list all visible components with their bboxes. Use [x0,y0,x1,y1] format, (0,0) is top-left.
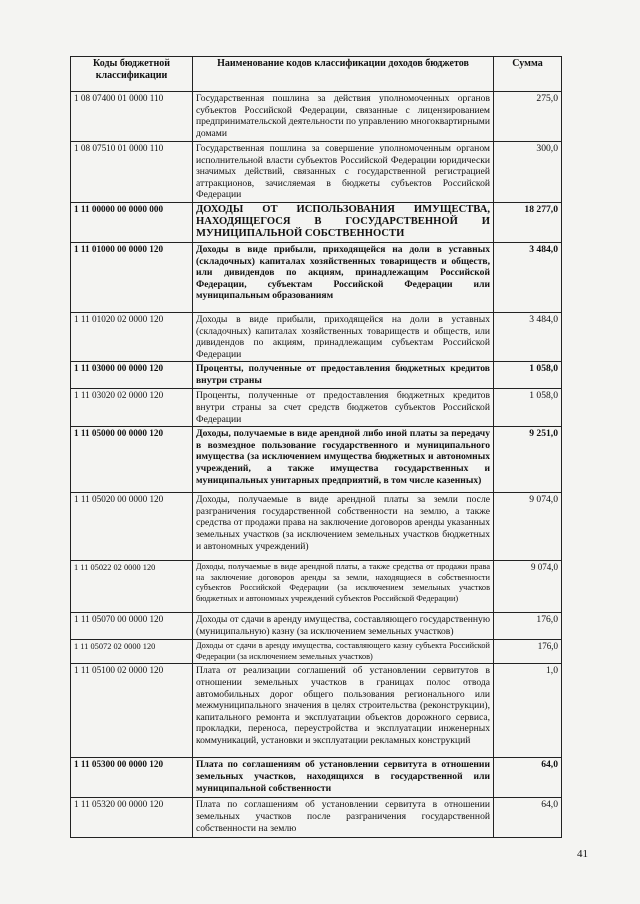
row-name: Доходы в виде прибыли, приходящейся на доли в уставных (складочных) капиталах хозяйственных товариществ и обществ, или дивидендов по акциям, принадлежащим субъектам Российской Федерации [193,312,494,361]
row-code: 1 11 01000 00 0000 120 [71,242,193,312]
row-name: Плата от реализации соглашений об установлении сервитутов в отношении земельных участков в границах полос отвода автомобильных дорог общего пользования регионального или межмуниципального значения в целях строительства (реконструкции), капитального ремонта и эксплуатации объектов дорожного сервиса, прокладки, переноса, переустройства и эксплуатации инженерных коммуникаций, установки и эксплуатации рекламных конструкций [193,664,494,758]
table-row [71,312,562,361]
table-row [71,493,562,561]
row-amount: 3 484,0 [494,312,562,361]
row-amount: 176,0 [494,613,562,640]
table-row [71,640,562,664]
row-amount: 3 484,0 [494,242,562,312]
row-code: 1 11 05070 00 0000 120 [71,613,193,640]
row-code: 1 11 05000 00 0000 120 [71,427,193,493]
row-code: 1 11 05072 02 0000 120 [71,640,193,664]
row-amount: 176,0 [494,640,562,664]
row-name: Доходы от сдачи в аренду имущества, составляющего казну субъекта Российской Федерации (за исключением земельных участков) [193,640,494,664]
row-amount: 64,0 [494,758,562,798]
row-name: ДОХОДЫ ОТ ИСПОЛЬЗОВАНИЯ ИМУЩЕСТВА, НАХОДЯЩЕГОСЯ В ГОСУДАРСТВЕННОЙ И МУНИЦИПАЛЬНОЙ СОБСТВЕННОСТИ [193,202,494,242]
header-name: Наименование кодов классификации доходов бюджетов [193,57,494,92]
row-code: 1 11 05300 00 0000 120 [71,758,193,798]
row-code: 1 11 05022 02 0000 120 [71,561,193,613]
row-amount: 9 251,0 [494,427,562,493]
row-code: 1 11 03000 00 0000 120 [71,362,193,389]
header-code: Коды бюджетной классификации [71,57,193,92]
row-amount: 9 074,0 [494,561,562,613]
row-code: 1 08 07400 01 0000 110 [71,92,193,142]
row-code: 1 08 07510 01 0000 110 [71,142,193,203]
row-name: Государственная пошлина за действия уполномоченных органов субъектов Российской Федерации, связанные с лицензированием предпринимательской деятельности по управлению многоквартирными домами [193,92,494,142]
budget-revenue-table [70,56,562,838]
row-name: Проценты, полученные от предоставления бюджетных кредитов внутри страны [193,362,494,389]
table-header-row [71,57,562,92]
table-row [71,758,562,798]
row-amount: 18 277,0 [494,202,562,242]
row-name: Плата по соглашениям об установлении сервитута в отношении земельных участков, находящихся в государственной или муниципальной собственности [193,758,494,798]
row-name: Плата по соглашениям об установлении сервитута в отношении земельных участков после разграничения государственной собственности на землю [193,798,494,838]
table-row [71,92,562,142]
table-row [71,561,562,613]
row-amount: 300,0 [494,142,562,203]
row-name: Доходы, получаемые в виде арендной платы, а также средства от продажи права на заключение договоров аренды за земли, находящиеся в собственности субъектов Российской Федерации (за исключением земельных участков бюджетных и автономных учреждений субъектов Российской Федерации) [193,561,494,613]
row-amount: 64,0 [494,798,562,838]
table-row [71,142,562,203]
row-code: 1 11 01020 02 0000 120 [71,312,193,361]
row-amount: 9 074,0 [494,493,562,561]
row-code: 1 11 05020 00 0000 120 [71,493,193,561]
table-row [71,798,562,838]
header-amount: Сумма [494,57,562,92]
row-name: Доходы в виде прибыли, приходящейся на доли в уставных (складочных) капиталах хозяйственных товариществ и обществ, или дивидендов по акциям, принадлежащим Российской Федерации, субъектам Российской Федерации или муниципальным образованиям [193,242,494,312]
table-row [71,427,562,493]
row-name: Государственная пошлина за совершение уполномоченным органом исполнительной власти субъектов Российской Федерации юридически значимых действий, связанных с государственной регистрацией аттракционов, зачисляемая в бюджеты субъектов Российской Федерации [193,142,494,203]
page-number: 41 [577,848,588,860]
row-amount: 1,0 [494,664,562,758]
row-name: Доходы от сдачи в аренду имущества, составляющего государственную (муниципальную) казну (за исключением земельных участков) [193,613,494,640]
row-code: 1 11 00000 00 0000 000 [71,202,193,242]
row-amount: 1 058,0 [494,389,562,427]
row-amount: 275,0 [494,92,562,142]
row-name: Доходы, получаемые в виде арендной либо иной платы за передачу в возмездное пользование государственного и муниципального имущества (за исключением имущества бюджетных и автономных учреждений, а также имущества государственных и муниципальных унитарных предприятий, в том числе казенных) [193,427,494,493]
table-row [71,242,562,312]
row-code: 1 11 05100 02 0000 120 [71,664,193,758]
row-amount: 1 058,0 [494,362,562,389]
row-name: Проценты, полученные от предоставления бюджетных кредитов внутри страны за счет средств бюджетов субъектов Российской Федерации [193,389,494,427]
table-row [71,613,562,640]
table-row [71,362,562,389]
row-name: Доходы, получаемые в виде арендной платы за земли после разграничения государственной собственности на землю, а также средства от продажи права на заключение договоров аренды указанных земельных участков (за исключением земельных участков бюджетных и автономных учреждений) [193,493,494,561]
row-code: 1 11 03020 02 0000 120 [71,389,193,427]
table-row [71,664,562,758]
row-code: 1 11 05320 00 0000 120 [71,798,193,838]
table-row [71,202,562,242]
table-row [71,389,562,427]
